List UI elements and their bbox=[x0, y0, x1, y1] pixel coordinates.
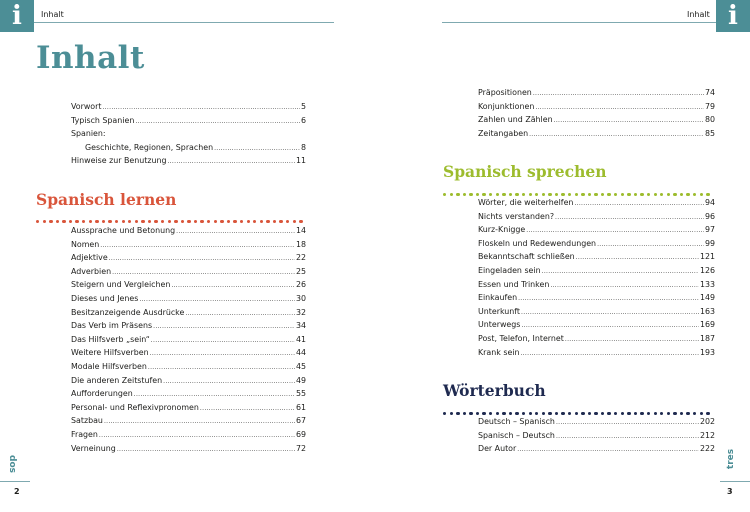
rule-dot bbox=[154, 220, 157, 223]
rule-dot bbox=[108, 220, 111, 223]
rule-dot bbox=[293, 220, 296, 223]
rule-dot bbox=[75, 220, 78, 223]
toc-entry-page: 202 bbox=[699, 417, 715, 426]
toc-entry bbox=[71, 414, 306, 428]
toc-leader-dots bbox=[574, 196, 704, 211]
rule-dot bbox=[161, 220, 164, 223]
toc-leader-dots bbox=[151, 333, 295, 348]
rule-dot bbox=[128, 220, 131, 223]
toc-entry bbox=[71, 428, 306, 442]
toc-spanisch-sprechen-list bbox=[478, 196, 715, 359]
toc-leader-dots bbox=[214, 141, 300, 156]
toc-entry-page: 22 bbox=[295, 253, 306, 263]
rule-dot bbox=[456, 412, 459, 415]
toc-entry bbox=[478, 223, 715, 237]
toc-entry-title: Zeitangaben bbox=[478, 128, 529, 138]
toc-entry-title: Unterwegs bbox=[478, 320, 521, 330]
toc-entry-title: Post, Telefon, Internet bbox=[478, 333, 564, 343]
toc-entry-title: Weitere Hilfsverben bbox=[71, 348, 149, 358]
toc-leader-dots bbox=[533, 86, 704, 101]
section-title-spanisch-sprechen: Spanisch sprechen bbox=[443, 162, 607, 181]
toc-leader-dots bbox=[185, 306, 295, 321]
toc-leader-dots bbox=[556, 429, 699, 444]
toc-entry-title: Präpositionen bbox=[478, 88, 532, 97]
toc-entry-title: Fragen bbox=[71, 429, 98, 439]
footer-rule bbox=[0, 481, 30, 482]
rule-dot bbox=[450, 193, 453, 196]
toc-entry-title: Adverbien bbox=[71, 266, 112, 276]
toc-entry-page: 25 bbox=[295, 266, 306, 276]
rule-dot bbox=[102, 220, 105, 223]
toc-entry-page: 18 bbox=[295, 239, 306, 249]
toc-entry bbox=[71, 401, 306, 415]
rule-dot bbox=[194, 220, 197, 223]
info-icon: i bbox=[0, 0, 34, 32]
toc-entry bbox=[478, 264, 715, 278]
rule-dot bbox=[253, 220, 256, 223]
toc-entry-title: Nichts verstanden? bbox=[478, 211, 555, 221]
toc-entry-title: Spanien: bbox=[71, 129, 106, 139]
rule-dot bbox=[279, 220, 282, 223]
rule-dot bbox=[168, 220, 171, 223]
toc-entry-title: Personal- und Reflexivpronomen bbox=[71, 402, 199, 412]
toc-leader-dots bbox=[112, 265, 295, 280]
toc-entry bbox=[71, 265, 306, 279]
toc-entry-page: 80 bbox=[704, 115, 715, 125]
toc-entry bbox=[71, 224, 306, 238]
toc-entry bbox=[478, 127, 715, 141]
side-tab-label: tres bbox=[726, 448, 737, 470]
rule-dot bbox=[122, 220, 125, 223]
section-dotted-rule bbox=[443, 181, 713, 186]
header-rule bbox=[34, 22, 334, 23]
toc-entry-page: 126 bbox=[699, 265, 715, 275]
rule-dot bbox=[49, 220, 52, 223]
toc-entry-title: Wörter, die weiterhelfen bbox=[478, 198, 574, 207]
toc-entry bbox=[478, 250, 715, 264]
page-number: 3 bbox=[727, 487, 733, 496]
toc-entry-title: Das Hilfsverb „sein“ bbox=[71, 334, 150, 344]
toc-leader-dots bbox=[521, 346, 699, 361]
rule-dot bbox=[82, 220, 85, 223]
toc-entry-page: 79 bbox=[704, 101, 715, 111]
toc-entry bbox=[478, 237, 715, 251]
rule-dot bbox=[469, 193, 472, 196]
rule-dot bbox=[299, 220, 302, 223]
rule-dot bbox=[443, 412, 446, 415]
toc-entry bbox=[478, 278, 715, 292]
toc-leader-dots bbox=[100, 238, 295, 253]
toc-entry-page: 212 bbox=[699, 430, 715, 440]
rule-dot bbox=[141, 220, 144, 223]
toc-leader-dots bbox=[176, 224, 295, 239]
toc-leader-dots bbox=[163, 374, 295, 389]
toc-entry-page: 169 bbox=[699, 320, 715, 330]
toc-leader-dots bbox=[529, 127, 704, 142]
toc-entry bbox=[71, 319, 306, 333]
rule-dot bbox=[56, 220, 59, 223]
toc-entry-page: 67 bbox=[295, 416, 306, 426]
toc-leader-dots bbox=[102, 100, 299, 115]
rule-dot bbox=[36, 220, 39, 223]
toc-entry-title: Vorwort bbox=[71, 102, 102, 111]
toc-entry-title: Deutsch – Spanisch bbox=[478, 417, 555, 426]
rule-dot bbox=[135, 220, 138, 223]
rule-dot bbox=[450, 412, 453, 415]
toc-entry-title: Konjunktionen bbox=[478, 101, 535, 111]
toc-entry-page: 55 bbox=[295, 389, 306, 399]
rule-dot bbox=[62, 220, 65, 223]
toc-entry bbox=[478, 113, 715, 127]
toc-entry-title: Der Autor bbox=[478, 444, 517, 454]
toc-entry-title: Verneinung bbox=[71, 443, 116, 453]
toc-leader-dots bbox=[139, 292, 295, 307]
toc-entry bbox=[71, 333, 306, 347]
toc-entry bbox=[478, 415, 715, 429]
toc-entry bbox=[71, 360, 306, 374]
section-dotted-rule bbox=[443, 400, 713, 405]
toc-leader-dots bbox=[542, 264, 699, 279]
toc-entry-title: Dieses und Jenes bbox=[71, 293, 139, 303]
toc-entry bbox=[71, 442, 306, 456]
toc-entry-title: Aufforderungen bbox=[71, 389, 133, 399]
toc-entry-page: 193 bbox=[699, 347, 715, 357]
rule-dot bbox=[187, 220, 190, 223]
toc-entry-title: Floskeln und Redewendungen bbox=[478, 238, 597, 248]
toc-entry bbox=[71, 100, 306, 114]
toc-entry-page: 121 bbox=[699, 252, 715, 262]
toc-entry bbox=[71, 238, 306, 252]
toc-entry-title: Steigern und Vergleichen bbox=[71, 280, 171, 290]
toc-entry-title: Aussprache und Betonung bbox=[71, 226, 176, 235]
toc-entry bbox=[71, 114, 306, 128]
toc-leader-dots bbox=[518, 291, 699, 306]
toc-entry-title: Einkaufen bbox=[478, 293, 518, 303]
toc-leader-dots bbox=[148, 360, 295, 375]
toc-entry-title: Unterkunft bbox=[478, 306, 521, 316]
page-number: 2 bbox=[14, 487, 20, 496]
toc-entry-page: 6 bbox=[300, 115, 306, 125]
toc-entry-page: 30 bbox=[295, 293, 306, 303]
toc-leader-dots bbox=[171, 278, 295, 293]
toc-entry bbox=[71, 278, 306, 292]
rule-dot bbox=[260, 220, 263, 223]
toc-entry-title: Typisch Spanien bbox=[71, 115, 135, 125]
toc-intro-list bbox=[71, 100, 306, 168]
toc-entry bbox=[478, 210, 715, 224]
toc-entry bbox=[478, 332, 715, 346]
toc-leader-dots bbox=[150, 346, 295, 361]
rule-dot bbox=[181, 220, 184, 223]
rule-dot bbox=[148, 220, 151, 223]
toc-leader-dots bbox=[521, 305, 699, 320]
toc-entry-title: Modale Hilfsverben bbox=[71, 361, 147, 371]
toc-entry-title: Kurz-Knigge bbox=[478, 225, 526, 235]
toc-entry-page: 26 bbox=[295, 280, 306, 290]
rule-dot bbox=[273, 220, 276, 223]
toc-leader-dots bbox=[535, 100, 704, 115]
toc-entry bbox=[71, 154, 306, 168]
toc-entry-title: Satzbau bbox=[71, 416, 103, 426]
toc-entry-page: 11 bbox=[295, 156, 306, 166]
toc-entry bbox=[71, 141, 306, 155]
rule-dot bbox=[220, 220, 223, 223]
toc-entry-title: Essen und Trinken bbox=[478, 279, 550, 289]
header-label: Inhalt bbox=[687, 10, 710, 19]
toc-entry bbox=[478, 346, 715, 360]
toc-entry-page: 44 bbox=[295, 348, 306, 358]
toc-entry-page: 149 bbox=[699, 293, 715, 303]
toc-entry-title: Adjektive bbox=[71, 253, 108, 263]
toc-entry-title: Spanisch – Deutsch bbox=[478, 430, 555, 440]
toc-leader-dots bbox=[168, 154, 295, 169]
page-title: Inhalt bbox=[36, 40, 145, 76]
toc-entry-title: Krank sein bbox=[478, 347, 520, 357]
rule-dot bbox=[43, 220, 46, 223]
rule-dot bbox=[214, 220, 217, 223]
side-tab-label: dos bbox=[6, 455, 17, 473]
toc-leader-dots bbox=[554, 113, 704, 128]
toc-leader-dots bbox=[517, 442, 699, 457]
toc-leader-dots bbox=[555, 210, 704, 225]
footer-rule bbox=[720, 481, 750, 482]
toc-leader-dots bbox=[153, 319, 295, 334]
right-page bbox=[375, 0, 750, 512]
rule-dot bbox=[286, 220, 289, 223]
rule-dot bbox=[89, 220, 92, 223]
toc-woerterbuch-list bbox=[478, 415, 715, 456]
toc-entry-title: Zahlen und Zählen bbox=[478, 115, 553, 125]
rule-dot bbox=[207, 220, 210, 223]
header-rule bbox=[442, 22, 717, 23]
toc-entry-page: 99 bbox=[704, 238, 715, 248]
toc-entry-page: 8 bbox=[300, 142, 306, 152]
rule-dot bbox=[233, 220, 236, 223]
section-title-woerterbuch: Wörterbuch bbox=[443, 381, 546, 400]
rule-dot bbox=[200, 220, 203, 223]
toc-entry-page: 96 bbox=[704, 211, 715, 221]
toc-entry-page: 97 bbox=[704, 225, 715, 235]
toc-leader-dots bbox=[117, 442, 295, 457]
toc-entry-title: Die anderen Zeitstufen bbox=[71, 375, 163, 385]
header-label: Inhalt bbox=[41, 10, 64, 19]
toc-leader-dots bbox=[556, 415, 699, 430]
rule-dot bbox=[69, 220, 72, 223]
toc-entry bbox=[478, 442, 715, 456]
toc-entry-page: 74 bbox=[704, 88, 715, 97]
toc-entry-page: 85 bbox=[704, 128, 715, 138]
toc-entry-title: Hinweise zur Benutzung bbox=[71, 156, 167, 166]
toc-entry-page: 133 bbox=[699, 279, 715, 289]
toc-entry-title: Eingeladen sein bbox=[478, 265, 541, 275]
toc-entry-title: Geschichte, Regionen, Sprachen bbox=[85, 142, 214, 152]
toc-entry bbox=[478, 100, 715, 114]
rule-dot bbox=[463, 412, 466, 415]
toc-entry bbox=[71, 387, 306, 401]
toc-entry-page: 49 bbox=[295, 375, 306, 385]
toc-entry-page: 61 bbox=[295, 402, 306, 412]
toc-entry-page: 163 bbox=[699, 306, 715, 316]
toc-entry-page: 32 bbox=[295, 307, 306, 317]
section-title-spanisch-lernen: Spanisch lernen bbox=[36, 190, 177, 209]
toc-entry bbox=[71, 346, 306, 360]
toc-entry bbox=[71, 292, 306, 306]
toc-entry bbox=[478, 318, 715, 332]
toc-leader-dots bbox=[521, 318, 699, 333]
rule-dot bbox=[115, 220, 118, 223]
toc-grammar-cont-list bbox=[478, 86, 715, 140]
toc-entry-title: Nomen bbox=[71, 239, 100, 249]
toc-leader-dots bbox=[597, 237, 704, 252]
rule-dot bbox=[463, 193, 466, 196]
toc-entry-page: 94 bbox=[704, 198, 715, 207]
toc-entry-title: Besitzanzeigende Ausdrücke bbox=[71, 307, 185, 317]
section-dotted-rule bbox=[36, 208, 306, 213]
rule-dot bbox=[456, 193, 459, 196]
rule-dot bbox=[95, 220, 98, 223]
toc-entry-page: 45 bbox=[295, 361, 306, 371]
toc-entry-title: Das Verb im Präsens bbox=[71, 321, 153, 331]
toc-leader-dots bbox=[200, 401, 295, 416]
toc-entry-page: 34 bbox=[295, 321, 306, 331]
toc-leader-dots bbox=[550, 278, 699, 293]
toc-entry bbox=[478, 291, 715, 305]
toc-spanisch-lernen-list bbox=[71, 224, 306, 455]
toc-entry bbox=[478, 86, 715, 100]
toc-entry-title: Bekanntschaft schließen bbox=[478, 252, 575, 262]
rule-dot bbox=[227, 220, 230, 223]
rule-dot bbox=[469, 412, 472, 415]
toc-entry bbox=[478, 429, 715, 443]
toc-leader-dots bbox=[576, 250, 699, 265]
toc-entry-page: 14 bbox=[295, 226, 306, 235]
toc-leader-dots bbox=[99, 428, 295, 443]
rule-dot bbox=[174, 220, 177, 223]
rule-dot bbox=[247, 220, 250, 223]
toc-leader-dots bbox=[135, 114, 300, 129]
toc-entry bbox=[71, 251, 306, 265]
toc-leader-dots bbox=[109, 251, 295, 266]
rule-dot bbox=[266, 220, 269, 223]
toc-leader-dots bbox=[104, 414, 295, 429]
rule-dot bbox=[443, 193, 446, 196]
toc-entry-page: 69 bbox=[295, 429, 306, 439]
toc-entry-page: 41 bbox=[295, 334, 306, 344]
toc-entry-page: 72 bbox=[295, 443, 306, 453]
toc-leader-dots bbox=[526, 223, 704, 238]
info-icon: i bbox=[716, 0, 750, 32]
toc-entry bbox=[71, 374, 306, 388]
toc-entry-page: 187 bbox=[699, 333, 715, 343]
toc-entry bbox=[71, 306, 306, 320]
toc-entry-page: 222 bbox=[699, 444, 715, 454]
toc-entry bbox=[478, 305, 715, 319]
toc-leader-dots bbox=[134, 387, 295, 402]
toc-entry-page: 5 bbox=[300, 102, 306, 111]
rule-dot bbox=[240, 220, 243, 223]
toc-leader-dots bbox=[565, 332, 699, 347]
toc-entry bbox=[478, 196, 715, 210]
toc-entry bbox=[71, 127, 306, 141]
